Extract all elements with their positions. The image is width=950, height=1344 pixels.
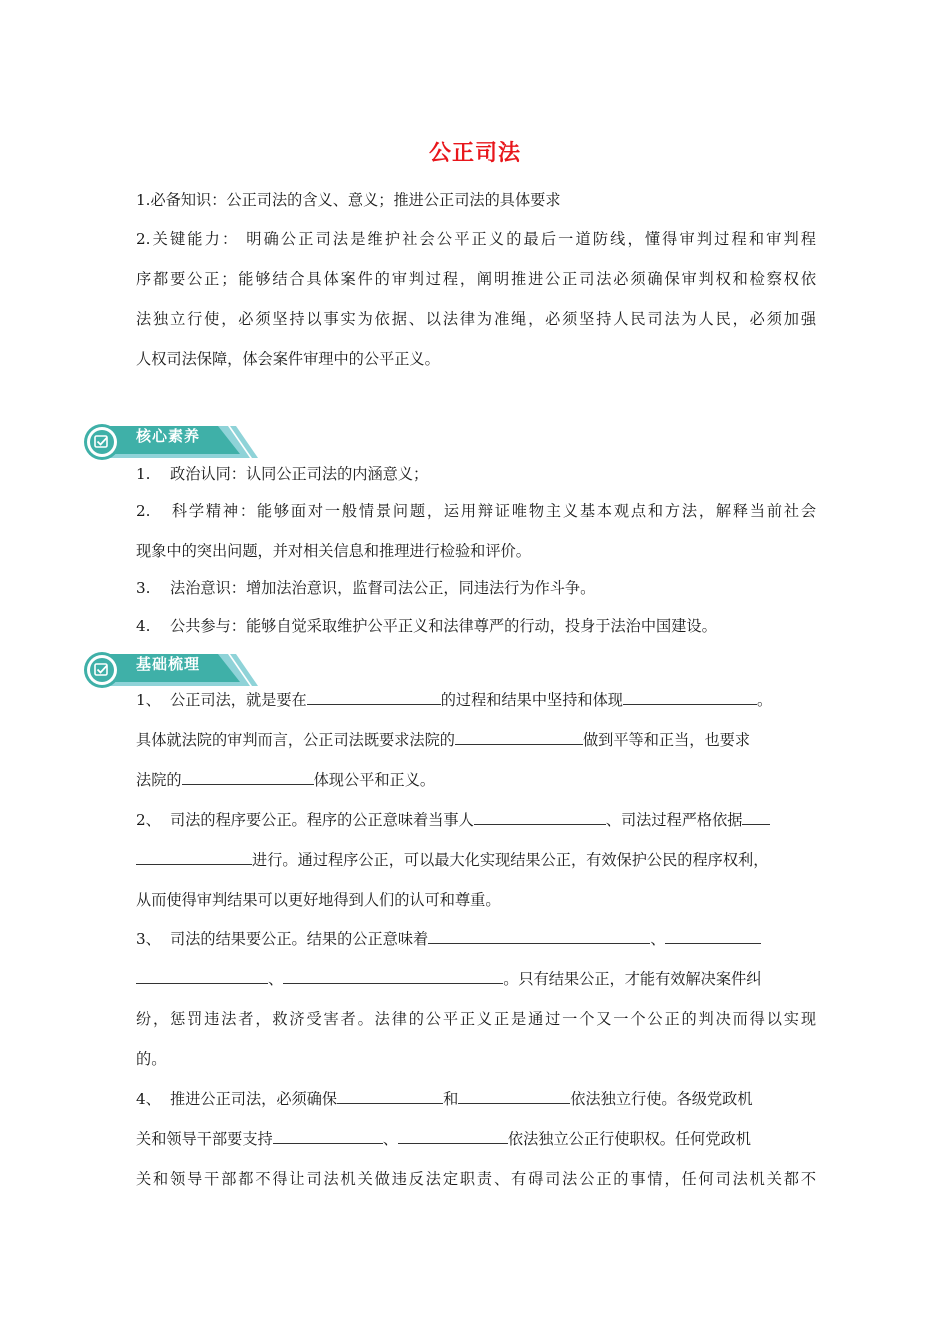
question-text: 依法独立公正行使职权。任何党政机 xyxy=(507,1130,751,1148)
list-item-continuation: 现象中的突出问题，并对相关信息和推理进行检验和评价。 xyxy=(136,542,531,560)
question-3 xyxy=(136,929,816,949)
question-text: 。 xyxy=(756,691,773,709)
item-number: 4、 xyxy=(136,1090,161,1108)
item-number: 2. xyxy=(136,502,151,520)
question-1-line-2 xyxy=(136,730,816,750)
fill-blank[interactable] xyxy=(458,1089,570,1104)
question-3-line-4: 的。 xyxy=(136,1050,167,1068)
list-item xyxy=(136,464,816,484)
item-number: 3. xyxy=(136,579,151,597)
item-number: 3、 xyxy=(136,930,161,948)
item-number: 1、 xyxy=(136,691,161,709)
question-text: 公正司法，就是要在 xyxy=(170,691,307,709)
item-text: 法治意识：增加法治意识，监督司法公正，同违法行为作斗争。 xyxy=(170,579,596,597)
question-4 xyxy=(136,1089,816,1109)
item-number: 1. xyxy=(136,465,151,483)
question-text: 的过程和结果中坚持和体现 xyxy=(440,691,623,709)
question-text: 做到平等和正当，也要求 xyxy=(582,731,750,749)
section-label: 基础梳理 xyxy=(136,655,201,673)
fill-blank[interactable] xyxy=(283,969,503,984)
section-label: 核心素养 xyxy=(136,427,201,445)
question-1 xyxy=(136,690,816,710)
item-number: 2、 xyxy=(136,811,161,829)
question-3-line-2 xyxy=(136,969,816,989)
question-2-line-3: 从而使得审判结果可以更好地得到人们的认可和尊重。 xyxy=(136,891,501,909)
question-text: 司法的结果要公正。结果的公正意味着 xyxy=(170,930,429,948)
intro-line-3: 序都要公正；能够结合具体案件的审判过程，阐明推进公正司法必须确保审判权和检察权依 xyxy=(136,270,816,288)
item-text: 政治认同：认同公正司法的内涵意义； xyxy=(170,465,429,483)
question-4-line-2 xyxy=(136,1129,816,1149)
list-item xyxy=(136,578,816,598)
question-text: 法院的 xyxy=(136,771,182,789)
page-title: 公正司法 xyxy=(428,141,521,166)
fill-blank[interactable] xyxy=(474,810,606,825)
question-text: 司法的程序要公正。程序的公正意味着当事人 xyxy=(170,811,474,829)
intro-line-4: 法独立行使，必须坚持以事实为依据、以法律为准绳，必须坚持人民司法为人民，必须加强 xyxy=(136,310,816,328)
fill-blank[interactable] xyxy=(182,770,314,785)
question-text: 进行。通过程序公正，可以最大化实现结果公正，有效保护公民的程序权利， xyxy=(252,851,769,869)
fill-blank[interactable] xyxy=(136,850,252,865)
question-2 xyxy=(136,810,816,830)
fill-blank[interactable] xyxy=(136,969,268,984)
fill-blank[interactable] xyxy=(398,1129,508,1144)
intro-line-2: 2.关键能力： 明确公正司法是维护社会公平正义的最后一道防线，懂得审判过程和审判程 xyxy=(136,230,816,248)
question-text: 体现公平和正义。 xyxy=(313,771,436,789)
fill-blank[interactable] xyxy=(742,810,770,825)
question-text: 依法独立行使。各级党政机 xyxy=(570,1090,753,1108)
question-text: 关和领导干部要支持 xyxy=(136,1130,273,1148)
fill-blank[interactable] xyxy=(428,929,650,944)
section-badge-basic-review xyxy=(80,650,280,690)
fill-blank[interactable] xyxy=(273,1129,383,1144)
item-text: 科学精神：能够面对一般情景问题，运用辩证唯物主义基本观点和方法，解释当前社会 xyxy=(170,502,816,520)
section-badge-core-literacy xyxy=(80,422,280,462)
question-text: 、 xyxy=(268,970,284,988)
question-text: 、司法过程严格依据 xyxy=(605,811,743,829)
intro-line-1: 1.必备知识：公正司法的含义、意义；推进公正司法的具体要求 xyxy=(136,191,561,209)
fill-blank[interactable] xyxy=(307,690,441,705)
item-number: 4. xyxy=(136,617,151,635)
fill-blank[interactable] xyxy=(665,929,761,944)
fill-blank[interactable] xyxy=(455,730,583,745)
question-2-line-2 xyxy=(136,850,816,870)
fill-blank[interactable] xyxy=(623,690,757,705)
question-text: 、 xyxy=(650,930,666,948)
intro-line-5: 人权司法保障，体会案件审理中的公平正义。 xyxy=(136,350,440,368)
question-text: 具体就法院的审判而言，公正司法既要求法院的 xyxy=(136,731,455,749)
question-text: 、 xyxy=(382,1130,398,1148)
question-4-line-3: 关和领导干部都不得让司法机关做违反法定职责、有碍司法公正的事情，任何司法机关都不 xyxy=(136,1170,816,1188)
question-1-line-3 xyxy=(136,770,816,790)
question-text: 。只有结果公正，才能有效解决案件纠 xyxy=(503,970,762,988)
fill-blank[interactable] xyxy=(337,1089,443,1104)
list-item xyxy=(136,501,816,521)
question-3-line-3: 纷，惩罚违法者，救济受害者。法律的公平正义正是通过一个又一个公正的判决而得以实现 xyxy=(136,1010,816,1028)
item-text: 公共参与：能够自觉采取维护公平正义和法律尊严的行动，投身于法治中国建设。 xyxy=(170,617,717,635)
question-text: 推进公正司法，必须确保 xyxy=(170,1090,338,1108)
question-text: 和 xyxy=(443,1090,459,1108)
list-item xyxy=(136,616,816,636)
